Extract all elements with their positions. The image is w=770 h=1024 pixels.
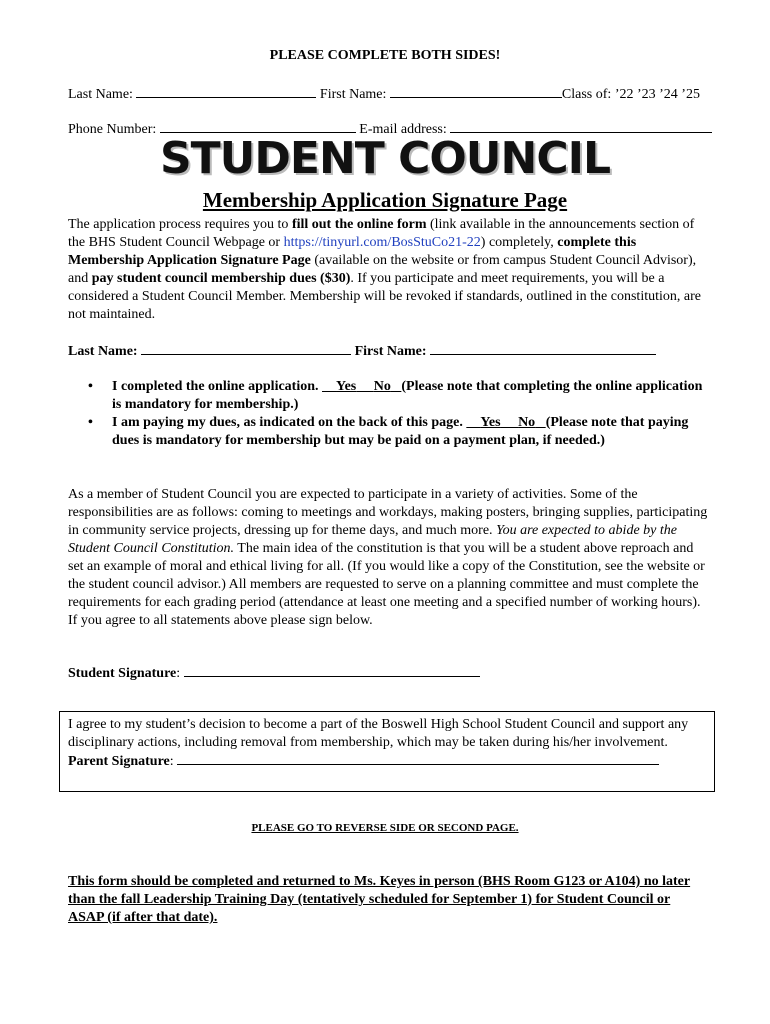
bullet-2-text: I am paying my dues, as indicated on the back of this page. xyxy=(112,415,467,430)
last-name-field-2[interactable] xyxy=(141,342,351,355)
bullet-1-yes[interactable]: Yes No xyxy=(336,379,391,394)
student-signature-label: Student Signature xyxy=(68,666,177,681)
first-name-field[interactable] xyxy=(390,85,562,98)
name-row xyxy=(68,342,656,360)
class-years[interactable]: ’22 ’23 ’24 ’25 xyxy=(614,87,700,102)
first-name-label-2: First Name: xyxy=(354,344,427,359)
phone-field[interactable] xyxy=(160,120,356,133)
intro-text-2: (link available in the announcements section of the BHS Student Council Webpage or xyxy=(68,217,695,250)
parent-agreement-box xyxy=(59,711,715,792)
first-name-label: First Name: xyxy=(319,87,387,102)
last-name-label-2: Last Name: xyxy=(68,344,138,359)
return-instructions: This form should be completed and returned to Ms. Keyes in person (BHS Room G123 or A104) no later than the fall Leadership Training Day (tentatively scheduled for September 1) for Student Council or ASAP (if after that date). xyxy=(68,874,691,925)
header-name-row xyxy=(68,85,733,103)
class-of-label: Class of: xyxy=(561,87,612,102)
checklist xyxy=(68,378,708,450)
complete-both-sides-heading: PLEASE COMPLETE BOTH SIDES! xyxy=(269,48,501,63)
bullet-dues xyxy=(68,414,708,450)
page-title: STUDENT COUNCIL xyxy=(159,133,611,184)
intro-text-5: . If you participate and meet requirements, you will be a considered a Student Council Member. Membership will be revoked if standards, outlined in the constitution, are not maintained. xyxy=(68,271,701,322)
intro-text-1: The application process requires you to xyxy=(68,217,292,232)
reverse-side-note: PLEASE GO TO REVERSE SIDE OR SECOND PAGE. xyxy=(251,822,519,834)
member-text-italic: You are expected to abide by the Student Council Constitution. xyxy=(68,523,677,556)
intro-bold-dues: pay student council membership dues ($30) xyxy=(91,271,351,286)
bullet-dot-icon: • xyxy=(88,415,93,430)
email-field[interactable] xyxy=(450,120,712,133)
bullet-1-note: (Please note that completing the online application is mandatory for membership.) xyxy=(112,379,703,412)
last-name-label: Last Name: xyxy=(68,87,133,102)
intro-text-3: ) completely, xyxy=(480,235,558,250)
student-signature-row: Student Signature: xyxy=(68,664,480,682)
student-signature-field[interactable] xyxy=(184,664,480,677)
intro-bold-online-form: fill out the online form xyxy=(291,217,427,232)
phone-label: Phone Number: xyxy=(68,122,157,137)
tinyurl-link[interactable]: https://tinyurl.com/BosStuCo21-22 xyxy=(280,235,481,250)
intro-text-4: (available on the website or from campus Student Council Advisor), and xyxy=(68,253,697,286)
intro-bold-signature-page: complete this Membership Application Signature Page xyxy=(68,235,637,268)
bullet-dot-icon: • xyxy=(88,379,93,394)
bullet-1-text: I completed the online application. xyxy=(112,379,323,394)
bullet-online-application xyxy=(68,378,708,414)
bullet-2-yes[interactable]: Yes No xyxy=(480,415,536,430)
member-text-1: As a member of Student Council you are expected to participate in a variety of activities. Some of the responsibilities are as follows: coming to meetings and workdays, making posters, bringing supplies, participating in community service projects, dressing up for theme days, and much more. xyxy=(68,487,708,538)
parent-signature-row: Parent Signature: xyxy=(68,752,706,771)
first-name-field-2[interactable] xyxy=(430,342,656,355)
parent-agreement-text: I agree to my student’s decision to become a part of the Boswell High School Student Council and support any disciplinary actions, including removal from membership, which may be taken during his/her involvement. xyxy=(68,717,689,750)
bullet-2-note: (Please note that paying dues is mandatory for membership but may be paid on a payment plan, if needed.) xyxy=(112,415,689,448)
member-text-2: The main idea of the constitution is that you will be a student above reproach and set an example of moral and ethical living for all. (If you would like a copy of the Constitution, see the website or the student council advisor.) All members are requested to serve on a planning committee and must complete the requirements for each grading period (attendance at least one meeting and a specified number of working hours). If you agree to all statements above please sign below. xyxy=(68,541,705,628)
email-label: E-mail address: xyxy=(359,122,447,137)
intro-paragraph xyxy=(68,216,708,324)
page-subtitle: Membership Application Signature Page xyxy=(202,188,568,212)
parent-signature-label: Parent Signature xyxy=(68,754,170,769)
last-name-field[interactable] xyxy=(136,85,316,98)
member-expectations-paragraph xyxy=(68,486,708,630)
parent-signature-field[interactable] xyxy=(177,752,659,765)
